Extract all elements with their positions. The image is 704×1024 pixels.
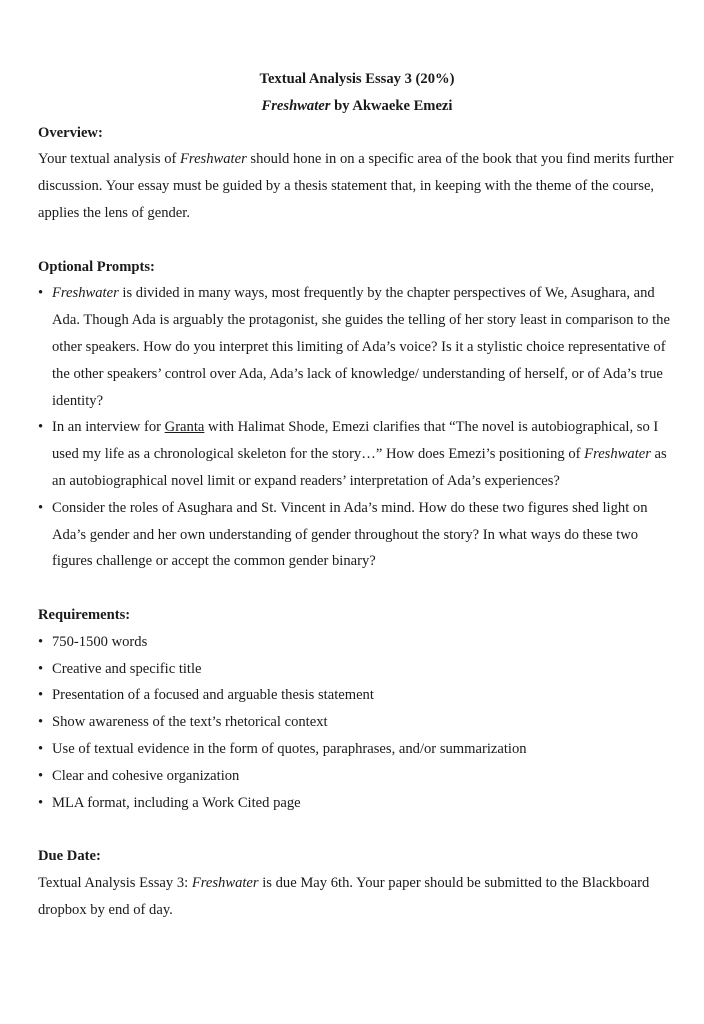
requirements-heading: Requirements:: [38, 606, 131, 623]
requirements-list: [38, 629, 676, 817]
overview-text-2: should hone in on a specific area of the book that you find merits further discussion. Your essay must be guided by a thesis statement that, in keeping with the theme of the course, applies the lens of gender.: [38, 151, 674, 221]
overview-text-1: Your textual analysis of: [38, 151, 181, 168]
author-line: by Akwaeke Emezi: [330, 97, 453, 114]
prompt-item-1: [38, 280, 676, 414]
requirement-item: • Use of textual evidence in the form of quotes, paraphrases, and/or summarization: [38, 736, 676, 763]
due-book: Freshwater: [191, 874, 259, 891]
requirement-item: • Clear and cohesive organization: [38, 763, 676, 790]
due-date-paragraph: [38, 870, 676, 924]
prompts-heading: Optional Prompts:: [38, 258, 155, 275]
due-text-2: is due May 6th. Your paper should be submitted to the Blackboard dropbox by end of day.: [38, 874, 650, 918]
prompt-3-text: Consider the roles of Asughara and St. Vincent in Ada’s mind. How do these two figures shed light on Ada’s gender and her own understanding of gender throughout the story? In what ways do these two figures challenge or accept the common gender binary?: [52, 499, 648, 570]
overview-paragraph: [38, 146, 676, 226]
prompt-2-text-1: In an interview for: [52, 419, 165, 436]
requirement-item: • Show awareness of the text’s rhetorical context: [38, 709, 676, 736]
prompt-item-3: [38, 495, 676, 575]
prompt-2-text-2: with Halimat Shode, Emezi clarifies that “The novel is autobiographical, so I used my life as a chronological skeleton for the story…” How does Emezi’s positioning of: [52, 419, 659, 463]
spacer: [38, 575, 676, 602]
spacer: [38, 816, 676, 843]
requirement-item: • Creative and specific title: [38, 656, 676, 683]
spacer: [38, 227, 676, 254]
document-title: Textual Analysis Essay 3 (20%): [259, 71, 455, 87]
requirement-item: • Presentation of a focused and arguable thesis statement: [38, 682, 676, 709]
prompt-1-text: is divided in many ways, most frequently by the chapter perspectives of We, Asughara, and Ada. Though Ada is arguably the protagonist, she guides the telling of her story least in comparison to the other speakers. How do you interpret this limiting of Ada’s voice? Is it a stylistic choice representative of the other speakers’ control over Ada, Ada’s lack of knowledge/ understanding of herself, or of Ada’s true identity?: [52, 285, 670, 409]
granta-link[interactable]: Granta: [164, 419, 205, 436]
due-date-heading: Due Date:: [38, 848, 101, 865]
overview-heading: Overview:: [38, 124, 103, 141]
overview-book: Freshwater: [180, 151, 247, 168]
prompt-2-book: Freshwater: [584, 446, 651, 463]
document-subtitle: [38, 93, 676, 120]
prompt-1-book: Freshwater: [52, 285, 119, 302]
requirement-item: • MLA format, including a Work Cited page: [38, 790, 676, 817]
due-text-1: Textual Analysis Essay 3:: [38, 874, 192, 891]
prompt-item-2: [38, 414, 676, 494]
requirement-item: • 750-1500 words: [38, 629, 676, 656]
prompt-2-text-3: as an autobiographical novel limit or expand readers’ interpretation of Ada’s experiences?: [52, 446, 667, 489]
book-title: Freshwater: [261, 97, 331, 114]
prompts-list: [38, 280, 676, 575]
